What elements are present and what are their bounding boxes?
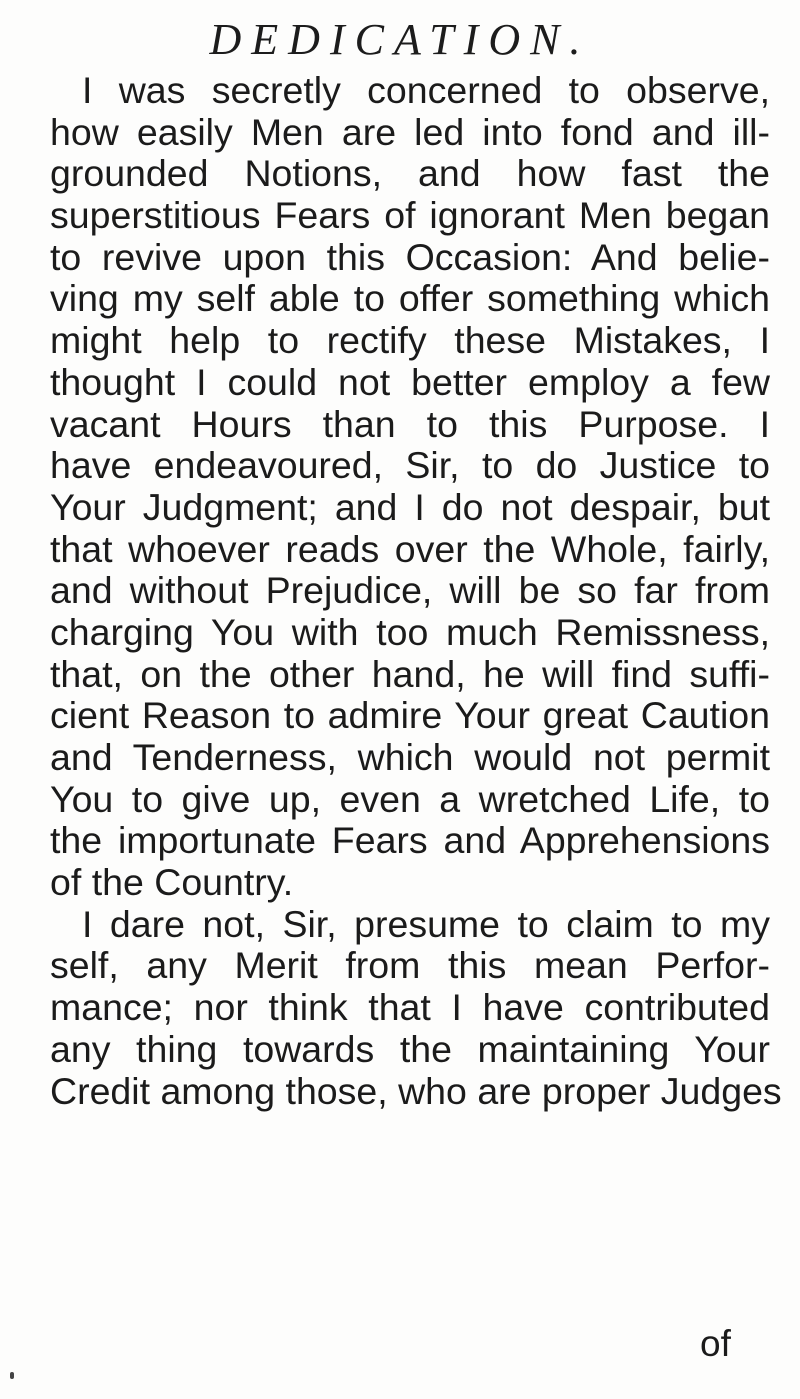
text-line: You to give up, even a wretched Life, to	[50, 777, 770, 820]
catchword: of	[700, 1323, 731, 1364]
text-line: that, on the other hand, he will find suffi-	[50, 652, 770, 695]
text-line: and Tenderness, which would not permit	[50, 736, 770, 778]
text-line: charging You with too much Remissness,	[50, 610, 770, 653]
text-line: superstitious Fears of ignorant Men began	[50, 194, 770, 237]
text-line: of the Country.	[50, 861, 294, 904]
text-line: self, any Merit from this mean Perfor-	[50, 944, 770, 987]
text-line: I dare not, Sir, presume to claim to my	[82, 902, 770, 945]
text-line: any thing towards the maintaining Your	[50, 1027, 770, 1070]
text-line: Your Judgment; and I do not despair, but	[50, 485, 770, 528]
text-line: how easily Men are led into fond and ill-	[50, 110, 770, 153]
text-line: cient Reason to admire Your great Caution	[50, 694, 770, 737]
text-line: the importunate Fears and Apprehensions	[50, 819, 770, 862]
text-line: grounded Notions, and how fast the	[50, 152, 770, 195]
ink-speck	[10, 1372, 14, 1379]
text-line: thought I could not better employ a few	[50, 360, 770, 403]
text-line: I was secretly concerned to observe,	[82, 69, 770, 111]
text-line: Credit among those, who are proper Judges	[50, 1069, 782, 1112]
text-line: and without Prejudice, will be so far from	[50, 569, 770, 612]
text-line: that whoever reads over the Whole, fairly,	[50, 527, 770, 570]
running-head: DEDICATION.	[209, 15, 591, 64]
text-line: ving my self able to offer something which	[50, 277, 770, 320]
text-line: mance; nor think that I have contributed	[50, 986, 770, 1029]
dedication-text	[50, 69, 782, 1112]
text-line: vacant Hours than to this Purpose. I	[50, 402, 770, 445]
text-line: to revive upon this Occasion: And belie-	[50, 235, 770, 278]
text-line: have endeavoured, Sir, to do Justice to	[50, 444, 770, 487]
text-line: might help to rectify these Mistakes, I	[50, 319, 770, 362]
